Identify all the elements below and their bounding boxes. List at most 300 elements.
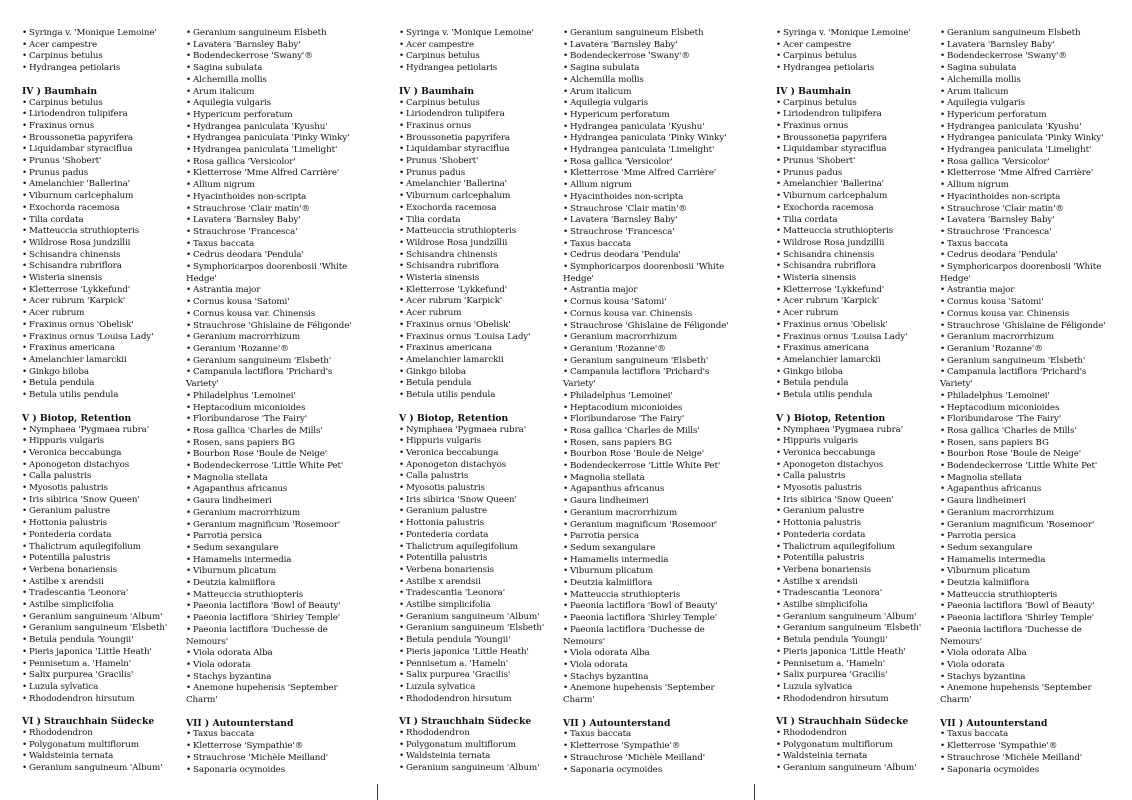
list-item-text: Nemours' (563, 636, 606, 647)
list-item (776, 542, 936, 554)
bullet-icon: • (186, 367, 192, 378)
bullet-icon: • (563, 133, 569, 144)
list-item (186, 566, 372, 578)
bullet-icon: • (399, 296, 405, 307)
bullet-icon: • (186, 729, 192, 740)
list-item (563, 473, 749, 485)
bullet-icon: • (399, 109, 405, 120)
list-item-text: Charm' (186, 695, 218, 706)
list-item (22, 425, 182, 437)
list-item (186, 239, 372, 251)
list-item (563, 321, 749, 333)
bullet-icon: • (186, 414, 192, 425)
bullet-icon: • (776, 63, 782, 74)
list-item (22, 285, 182, 297)
bullet-icon: • (22, 249, 28, 260)
list-item (940, 473, 1126, 485)
list-item (22, 542, 182, 554)
list-item-text: Salix purpurea 'Gracilis' (406, 670, 511, 681)
list-item-text: Pontederia cordata (783, 529, 866, 540)
list-item (22, 751, 182, 763)
bullet-icon: • (940, 74, 946, 85)
list-item-text: Fraxinus ornus 'Louisa Lady' (783, 331, 908, 342)
list-item (776, 740, 936, 752)
bullet-icon: • (22, 518, 28, 529)
bullet-icon: • (399, 237, 405, 248)
list-item-text: Exochorda racemosa (29, 202, 120, 213)
list-item-continuation (940, 695, 1126, 707)
list-item-text: Strauchrose 'Michèle Meilland' (570, 752, 706, 763)
bullet-icon: • (776, 600, 782, 611)
bullet-icon: • (563, 472, 569, 483)
section-heading: VI ) Strauchhain Südecke (776, 716, 909, 728)
list-item (940, 297, 1126, 309)
list-item-text: Hydrangea paniculata 'Limelight' (570, 145, 715, 156)
list-item (940, 168, 1126, 180)
list-item (399, 28, 559, 40)
list-item-text: Carpinus betulus (29, 97, 103, 108)
list-item (940, 367, 1126, 379)
list-item (22, 483, 182, 495)
list-item-text: Hydrangea paniculata 'Kyushu' (947, 121, 1082, 132)
list-item-text: Bourbon Rose 'Boule de Neige' (193, 449, 328, 460)
list-item (186, 344, 372, 356)
list-item (940, 87, 1126, 99)
bullet-icon: • (186, 437, 192, 448)
bullet-icon: • (399, 670, 405, 681)
list-item-text: Myosotis palustris (29, 483, 108, 494)
list-item-text: Cedrus deodara 'Pendula' (193, 250, 304, 261)
list-item (563, 51, 749, 63)
list-item (399, 285, 559, 297)
list-item-text: Prunus 'Shobert' (783, 156, 856, 167)
bullet-icon: • (22, 390, 28, 401)
bullet-icon: • (22, 319, 28, 330)
list-item (940, 192, 1126, 204)
bullet-icon: • (22, 588, 28, 599)
list-item (563, 75, 749, 87)
bullet-icon: • (776, 739, 782, 750)
list-item (563, 309, 749, 321)
list-item (940, 414, 1126, 426)
list-item-text: Lavatera 'Barnsley Baby' (193, 39, 301, 50)
list-item-text: Lavatera 'Barnsley Baby' (193, 215, 301, 226)
list-item-text: Taxus baccata (570, 729, 632, 740)
list-item-text: Allium nigrum (570, 180, 632, 191)
list-item (776, 308, 936, 320)
list-item (399, 226, 559, 238)
list-item (186, 496, 372, 508)
list-item-text: Floribundarose 'The Fairy' (193, 414, 308, 425)
list-item-text: Sagina subulata (570, 63, 640, 74)
list-item-text: Kletterrose 'Sympathie'® (947, 741, 1058, 752)
bullet-icon: • (563, 238, 569, 249)
list-item (940, 215, 1126, 227)
list-item (776, 250, 936, 262)
bullet-icon: • (776, 156, 782, 167)
list-item (22, 98, 182, 110)
list-item (776, 156, 936, 168)
list-item (22, 250, 182, 262)
list-item-text: Hottonia palustris (406, 518, 484, 529)
list-item (563, 566, 749, 578)
bullet-icon: • (563, 332, 569, 343)
bullet-icon: • (399, 483, 405, 494)
list-item (186, 473, 372, 485)
list-item (186, 40, 372, 52)
list-item-text: Hydrangea paniculata 'Kyushu' (570, 121, 705, 132)
bullet-icon: • (940, 671, 946, 682)
list-item (399, 215, 559, 227)
list-item (776, 390, 936, 402)
bullet-icon: • (940, 367, 946, 378)
bullet-icon: • (186, 121, 192, 132)
bullet-icon: • (186, 601, 192, 612)
bullet-icon: • (22, 156, 28, 167)
list-item-text: Viburnum carlcephalum (29, 191, 134, 202)
list-item (22, 495, 182, 507)
list-item (940, 461, 1126, 473)
bullet-icon: • (399, 623, 405, 634)
bullet-icon: • (940, 601, 946, 612)
bullet-icon: • (186, 578, 192, 589)
list-item (186, 625, 372, 637)
bullet-icon: • (399, 28, 405, 38)
bullet-icon: • (22, 693, 28, 704)
list-item (186, 227, 372, 239)
list-item-text: Prunus 'Shobert' (406, 156, 479, 167)
bullet-icon: • (776, 120, 782, 131)
list-item (940, 356, 1126, 368)
list-item-text: Broussonetia papyrifera (406, 132, 510, 143)
list-item (399, 518, 559, 530)
list-item-text: Polygonatum multiflorum (783, 739, 893, 750)
bullet-icon: • (399, 658, 405, 669)
bullet-icon: • (22, 120, 28, 131)
bullet-icon: • (399, 763, 405, 774)
list-item (776, 28, 936, 40)
list-item-text: Paeonia lactiflora 'Shirley Temple' (947, 613, 1095, 624)
list-item (399, 63, 559, 75)
bullet-icon: • (776, 541, 782, 552)
list-item (22, 215, 182, 227)
list-item (776, 751, 936, 763)
bullet-icon: • (186, 203, 192, 214)
bullet-icon: • (940, 320, 946, 331)
list-item-text: Hottonia palustris (29, 518, 107, 529)
bullet-icon: • (22, 728, 28, 739)
list-item-text: Lavatera 'Barnsley Baby' (947, 39, 1055, 50)
list-item (940, 520, 1126, 532)
list-item-text: Campanula lactiflora 'Prichard's (193, 367, 333, 378)
bullet-icon: • (940, 215, 946, 226)
bullet-icon: • (776, 39, 782, 50)
list-item-text: Pontederia cordata (406, 529, 489, 540)
list-item-text: Nemours' (940, 636, 983, 647)
list-item (940, 28, 1126, 40)
bullet-icon: • (563, 390, 569, 401)
bullet-icon: • (186, 613, 192, 624)
list-item (776, 588, 936, 600)
list-item-text: Rosa gallica 'Charles de Mills' (193, 425, 323, 436)
list-item (22, 577, 182, 589)
list-item-text: Liriodendron tulipifera (783, 109, 882, 120)
bullet-icon: • (399, 564, 405, 575)
list-item-text: Alchemilla mollis (570, 74, 644, 85)
list-item (776, 436, 936, 448)
bullet-icon: • (22, 226, 28, 237)
list-item (399, 600, 559, 612)
list-item-text: Rosen, sans papiers BG (570, 437, 672, 448)
list-item-text: Hydrangea paniculata 'Limelight' (193, 145, 338, 156)
list-item-text: Wisteria sinensis (29, 273, 103, 284)
list-item-text: Parrotia persica (193, 531, 262, 542)
list-item (776, 285, 936, 297)
list-item (399, 448, 559, 460)
list-item-text: Hedge' (563, 273, 594, 284)
list-item (563, 729, 749, 741)
list-item-text: Rhododendron (406, 728, 470, 739)
list-item (563, 625, 749, 637)
list-item (399, 121, 559, 133)
list-item (22, 506, 182, 518)
list-item (563, 192, 749, 204)
list-item (186, 648, 372, 660)
list-item (22, 191, 182, 203)
list-item (22, 635, 182, 647)
bullet-icon: • (186, 109, 192, 120)
list-item (399, 308, 559, 320)
list-item (22, 565, 182, 577)
list-item-text: Amelanchier lamarckii (783, 354, 881, 365)
bullet-icon: • (776, 261, 782, 272)
bullet-icon: • (563, 51, 569, 62)
bullet-icon: • (940, 98, 946, 109)
list-item (563, 414, 749, 426)
bullet-icon: • (776, 506, 782, 517)
bullet-icon: • (940, 484, 946, 495)
list-item-text: Verbena bonariensis (29, 564, 118, 575)
list-item (22, 40, 182, 52)
list-item (22, 367, 182, 379)
list-item-text: Sedum sexangulare (570, 542, 656, 553)
bullet-icon: • (563, 145, 569, 156)
bullet-icon: • (186, 343, 192, 354)
list-item-text: Astilbe simplicifolia (406, 600, 491, 611)
list-item (22, 694, 182, 706)
list-item-continuation (563, 695, 749, 707)
list-item-text: Pontederia cordata (29, 529, 112, 540)
list-item (563, 741, 749, 753)
list-item (22, 179, 182, 191)
bullet-icon: • (940, 496, 946, 507)
list-item (186, 145, 372, 157)
bullet-icon: • (940, 297, 946, 308)
list-item (186, 613, 372, 625)
bullet-icon: • (776, 447, 782, 458)
bullet-icon: • (940, 250, 946, 261)
list-item (186, 555, 372, 567)
list-item-text: Thalictrum aquilegifolium (29, 541, 141, 552)
list-item-text: Rosen, sans papiers BG (947, 437, 1049, 448)
list-item (186, 356, 372, 368)
bullet-icon: • (940, 402, 946, 413)
list-item-text: Hippuris vulgaris (29, 436, 104, 447)
list-item (776, 238, 936, 250)
list-item-text: Philadelphus 'Lemoinei' (193, 390, 296, 401)
list-item (940, 110, 1126, 122)
bullet-icon: • (776, 424, 782, 435)
bullet-icon: • (186, 519, 192, 530)
list-item-text: Astrantia major (570, 285, 638, 296)
section-heading: V ) Biotop, Retention (776, 412, 886, 424)
list-item-text: Ginkgo biloba (406, 366, 466, 377)
list-item (22, 226, 182, 238)
list-item (940, 51, 1126, 63)
bullet-icon: • (940, 168, 946, 179)
list-item-text: Syringa v. 'Monique Lemoine' (29, 28, 157, 38)
list-item (776, 355, 936, 367)
bullet-icon: • (399, 63, 405, 74)
list-item-text: Geranium sanguineum Elsbeth (947, 28, 1081, 38)
bullet-icon: • (563, 764, 569, 775)
bullet-icon: • (22, 132, 28, 143)
list-item-text: Amelanchier 'Ballerina' (783, 179, 884, 190)
list-item-text: Acer rubrum (406, 308, 462, 319)
plant-list-left-column (22, 28, 182, 775)
list-item-text: Kletterrose 'Sympathie'® (193, 741, 304, 752)
list-item (22, 518, 182, 530)
bullet-icon: • (186, 320, 192, 331)
list-item-text: Strauchrose 'Francesca' (193, 226, 298, 237)
list-item (776, 343, 936, 355)
bullet-icon: • (563, 109, 569, 120)
list-item (186, 51, 372, 63)
list-item-text: Geranium palustre (406, 506, 488, 517)
bullet-icon: • (563, 449, 569, 460)
bullet-icon: • (399, 471, 405, 482)
list-item-continuation (186, 379, 372, 391)
list-item (776, 659, 936, 671)
list-item-text: Viola odorata (570, 659, 628, 670)
bullet-icon: • (940, 156, 946, 167)
list-item (940, 613, 1126, 625)
bullet-icon: • (22, 202, 28, 213)
list-item (940, 63, 1126, 75)
list-item (399, 635, 559, 647)
list-item-text: Fraxinus americana (29, 343, 115, 354)
list-item (22, 623, 182, 635)
list-item-text: Betula pendula 'Youngii' (29, 635, 134, 646)
list-item-text: Astilbe x arendsii (29, 576, 104, 587)
bullet-icon: • (22, 564, 28, 575)
list-item-text: Astilbe simplicifolia (29, 600, 114, 611)
list-item-text: Fraxinus ornus 'Louisa Lady' (29, 331, 154, 342)
list-item-text: Viburnum plicatum (947, 566, 1031, 577)
page-panel-3 (754, 28, 1130, 800)
list-item-text: Syringa v. 'Monique Lemoine' (783, 28, 911, 38)
bullet-icon: • (399, 424, 405, 435)
bullet-icon: • (399, 261, 405, 272)
list-item-text: Verbena bonariensis (406, 564, 495, 575)
list-item-text: Geranium 'Rozanne'® (570, 343, 666, 354)
list-item-text: Lavatera 'Barnsley Baby' (947, 215, 1055, 226)
bullet-icon: • (940, 741, 946, 752)
list-item (940, 227, 1126, 239)
bullet-icon: • (563, 343, 569, 354)
bullet-icon: • (22, 354, 28, 365)
list-item (186, 309, 372, 321)
bullet-icon: • (22, 681, 28, 692)
list-item-text: Geranium 'Rozanne'® (947, 343, 1043, 354)
list-item-text: Betula pendula 'Youngii' (783, 635, 888, 646)
list-item-text: Sagina subulata (193, 63, 263, 74)
list-item-text: Wildrose Rosa jundzillii (783, 237, 885, 248)
list-item (22, 343, 182, 355)
list-item (186, 192, 372, 204)
list-item-text: Rosa gallica 'Charles de Mills' (570, 425, 700, 436)
list-item (186, 590, 372, 602)
bullet-icon: • (776, 670, 782, 681)
bullet-icon: • (399, 366, 405, 377)
list-item-text: Geranium palustre (29, 506, 111, 517)
bullet-icon: • (940, 145, 946, 156)
bullet-icon: • (940, 729, 946, 740)
list-item (563, 683, 749, 695)
list-item-text: Astilbe x arendsii (783, 576, 858, 587)
bullet-icon: • (399, 308, 405, 319)
list-item (186, 729, 372, 741)
bullet-icon: • (776, 202, 782, 213)
list-item (186, 321, 372, 333)
list-item-text: Geranium palustre (783, 506, 865, 517)
section-heading: VI ) Strauchhain Südecke (399, 716, 532, 728)
list-item-text: Luzula sylvatica (406, 681, 476, 692)
list-item (186, 157, 372, 169)
list-item-text: Anemone hupehensis 'September (947, 683, 1092, 694)
bullet-icon: • (563, 98, 569, 109)
bullet-icon: • (776, 588, 782, 599)
list-item-text: Rosen, sans papiers BG (193, 437, 295, 448)
list-item (940, 765, 1126, 777)
list-item-text: Heptacodium miconioides (570, 402, 683, 413)
list-item (186, 414, 372, 426)
bullet-icon: • (399, 284, 405, 295)
list-item (563, 531, 749, 543)
list-item-text: Geranium sanguineum 'Elsbeth' (193, 355, 332, 366)
list-item-text: Acer rubrum (29, 308, 85, 319)
list-item (22, 355, 182, 367)
list-item (22, 436, 182, 448)
list-item-text: Wildrose Rosa jundzillii (29, 237, 131, 248)
list-item (940, 449, 1126, 461)
list-item (22, 156, 182, 168)
list-item-text: Liquidambar styraciflua (29, 144, 133, 155)
list-item-continuation (563, 274, 749, 286)
bullet-icon: • (186, 63, 192, 74)
plant-list-right-column (186, 28, 372, 776)
list-item-text: Pieris japonica 'Little Heath' (29, 646, 152, 657)
bullet-icon: • (186, 624, 192, 635)
page-divider (377, 784, 378, 800)
bullet-icon: • (563, 566, 569, 577)
list-item-text: Schisandra rubriflora (29, 261, 122, 272)
list-item-text: Strauchrose 'Clair matin'® (570, 203, 688, 214)
list-item-text: Hamamelis intermedia (193, 554, 292, 565)
list-item (776, 577, 936, 589)
list-item-text: Geranium macrorrhizum (193, 332, 301, 343)
bullet-icon: • (563, 39, 569, 50)
